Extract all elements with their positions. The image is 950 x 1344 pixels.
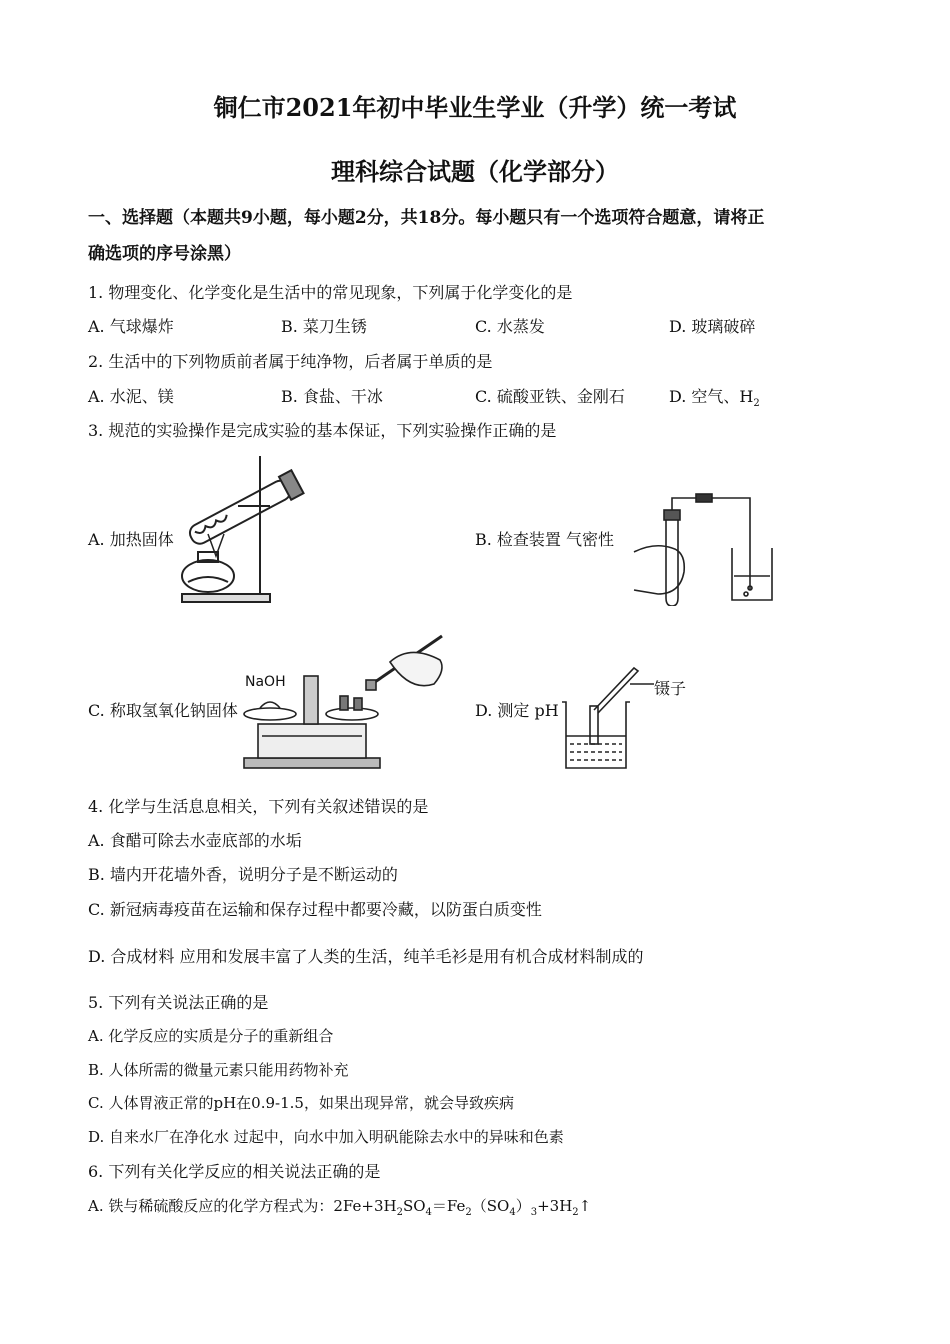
- q3-option-d[interactable]: D. 测定 pH: [475, 701, 559, 720]
- q1-stem: 1. 物理变化、化学变化是生活中的常见现象，下列属于化学变化的是: [88, 283, 573, 302]
- q6-a-part: SO: [402, 1197, 426, 1215]
- q2-option-d-text: D. 空气、H: [669, 387, 754, 406]
- q6-a-part: ↑: [578, 1197, 592, 1215]
- q6-a-part: ＝Fe: [431, 1197, 466, 1215]
- section-heading-line1: 一、选择题（本题共9小题，每小题2分，共18分。每小题只有一个选项符合题意，请将正: [88, 208, 765, 228]
- q3-option-b[interactable]: B. 检查装置 气密性: [475, 530, 615, 549]
- q6-a-sub: 4: [425, 1207, 432, 1218]
- q6-a-part: ）: [515, 1197, 531, 1215]
- q2-option-d[interactable]: [669, 384, 760, 409]
- q2-stem: 2. 生活中的下列物质前者属于纯净物，后者属于单质的是: [88, 352, 493, 371]
- q2-option-d-subscript: 2: [753, 398, 760, 410]
- q6-option-a[interactable]: [88, 1195, 591, 1218]
- q6-a-sub: 4: [509, 1207, 516, 1218]
- q4-option-c[interactable]: C. 新冠病毒疫苗在运输和保存过程中都要冷藏，以防蛋白质变性: [88, 900, 542, 919]
- q2-option-b[interactable]: B. 食盐、干冰: [281, 387, 383, 406]
- q2-option-a[interactable]: A. 水泥、镁: [88, 387, 174, 406]
- q3-option-a[interactable]: A. 加热固体: [88, 530, 174, 549]
- q6-a-sub: 2: [572, 1207, 579, 1218]
- q1-option-d[interactable]: D. 玻璃破碎: [669, 317, 756, 336]
- ph-measurement-figure: [556, 662, 656, 774]
- section-heading: [88, 200, 868, 272]
- q4-option-b[interactable]: B. 墙内开花墙外香，说明分子是不断运动的: [88, 865, 398, 884]
- q6-stem: 6. 下列有关化学反应的相关说法正确的是: [88, 1162, 381, 1181]
- q5-option-c[interactable]: C. 人体胃液正常的pH在0.9-1.5，如果出现异常，就会导致疾病: [88, 1094, 514, 1112]
- tweezers-label: 镊子: [654, 679, 687, 698]
- q6-a-sub: 2: [396, 1207, 403, 1218]
- q3-option-c[interactable]: C. 称取氢氧化钠固体: [88, 701, 238, 720]
- q3-stem: 3. 规范的实验操作是完成实验的基本保证，下列实验操作正确的是: [88, 421, 557, 440]
- q5-option-d[interactable]: D. 自来水厂在净化水 过起中，向水中加入明矾能除去水中的异味和色素: [88, 1128, 564, 1146]
- q6-a-part: A. 铁与稀硫酸反应的化学方程式为：2Fe+3H: [88, 1197, 397, 1215]
- section-heading-line2: 确选项的序号涂黑）: [88, 244, 241, 264]
- q4-stem: 4. 化学与生活息息相关，下列有关叙述错误的是: [88, 797, 429, 816]
- q6-a-sub: 2: [465, 1207, 472, 1218]
- airtightness-check-figure: [628, 492, 778, 606]
- naoh-label: NaOH: [245, 674, 286, 690]
- q5-stem: 5. 下列有关说法正确的是: [88, 993, 269, 1012]
- heating-solid-figure: [178, 448, 318, 608]
- q6-a-part: （SO: [471, 1197, 510, 1215]
- q1-option-c[interactable]: C. 水蒸发: [475, 317, 545, 336]
- q2-option-c[interactable]: C. 硫酸亚铁、金刚石: [475, 387, 625, 406]
- q1-option-a[interactable]: A. 气球爆炸: [88, 317, 174, 336]
- q1-option-b[interactable]: B. 菜刀生锈: [281, 317, 367, 336]
- q4-option-a[interactable]: A. 食醋可除去水壶底部的水垢: [88, 831, 302, 850]
- exam-subtitle: 理科综合试题（化学部分）: [331, 157, 619, 186]
- q5-option-b[interactable]: B. 人体所需的微量元素只能用药物补充: [88, 1061, 349, 1079]
- weighing-naoh-figure: [240, 632, 452, 772]
- exam-title: 铜仁市2021年初中毕业生学业（升学）统一考试: [213, 93, 737, 122]
- q5-option-a[interactable]: A. 化学反应的实质是分子的重新组合: [88, 1027, 334, 1045]
- q6-a-sub: 3: [530, 1207, 538, 1218]
- q6-a-part: +3H: [537, 1197, 573, 1215]
- q4-option-d[interactable]: D. 合成材料 应用和发展丰富了人类的生活，纯羊毛衫是用有机合成材料制成的: [88, 947, 644, 966]
